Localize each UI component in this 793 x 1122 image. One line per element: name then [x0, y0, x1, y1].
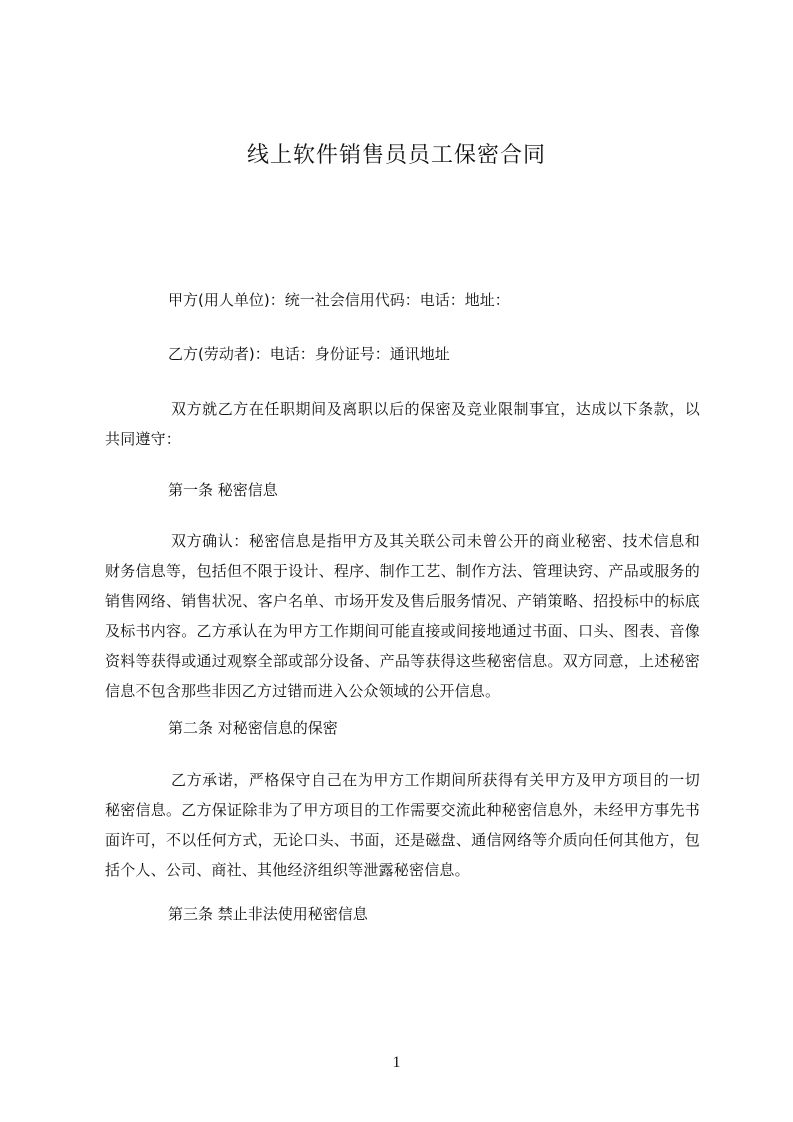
- article-2-heading: 第二条 对秘密信息的保密: [168, 719, 338, 737]
- article-1-heading: 第一条 秘密信息: [168, 481, 278, 499]
- article-2-body: 乙方承诺，严格保守自己在为甲方工作期间所获得有关甲方及甲方项目的一切秘密信息。乙方保证除非为了甲方项目的工作需要交流此种秘密信息外，未经甲方事先书面许可，不以任何方式，无论口头、书面，还是磁盘、通信网络等介质向任何其他方，包括个人、公司、商社、其他经济组织等泄露秘密信息。: [105, 771, 700, 879]
- document-title: 线上软件销售员员工保密合同: [246, 143, 546, 168]
- preamble-paragraph: 双方就乙方在任职期间及离职以后的保密及竞业限制事宜，达成以下条款，以共同遵守：: [105, 400, 700, 448]
- party-b-line: 乙方(劳动者)：电话：身份证号：通讯地址: [168, 345, 450, 363]
- article-3-heading: 第三条 禁止非法使用秘密信息: [168, 905, 368, 923]
- party-a-line: 甲方(用人单位)：统一社会信用代码：电话：地址：: [168, 291, 510, 309]
- article-1-body: 双方确认：秘密信息是指甲方及其关联公司未曾公开的商业秘密、技术信息和财务信息等，包括但不限于设计、程序、制作工艺、制作方法、管理诀窍、产品或服务的销售网络、销售状况、客户名单、市场开发及售后服务情况、产销策略、招投标中的标底及标书内容。乙方承认在为甲方工作期间可能直接或间接地通过书面、口头、图表、音像资料等获得或通过观察全部或部分设备、产品等获得这些秘密信息。双方同意，上述秘密信息不包含那些非因乙方过错而进入公众领域的公开信息。: [105, 532, 700, 700]
- page-number: 1: [392, 1054, 401, 1071]
